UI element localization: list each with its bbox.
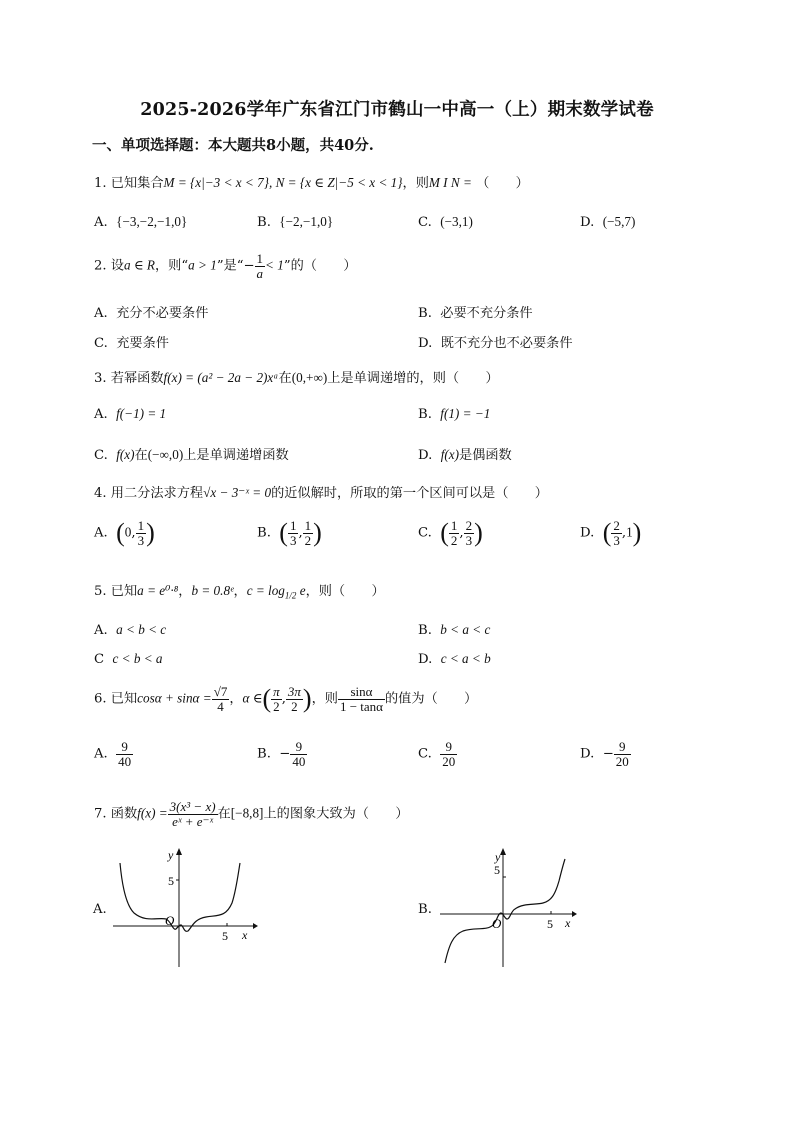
question-number: 2. — [94, 258, 107, 274]
math-expression: f(x) = (a² − 2a − 2)xᵃ — [163, 370, 279, 385]
question-text: 的值为（ ） — [384, 691, 478, 707]
question-number: 6. — [94, 691, 107, 707]
question-5: 5. 已知a = e⁰·⁸，b = 0.8ᵉ，$c = \log_{1/2} e$，则（ ） — [94, 583, 385, 601]
page-title: 2025-2026学年广东省江门市鹤山一中高一（上）期末数学试卷 — [140, 100, 654, 120]
x-label: x — [565, 916, 571, 930]
question-3 — [94, 367, 499, 386]
option: A. a < b < c — [94, 622, 167, 638]
option: D. c < a < b — [418, 651, 491, 667]
y-label: y — [495, 850, 501, 864]
question-text: 函数 — [110, 806, 138, 822]
graph-b-label: B. — [418, 902, 432, 917]
math-expression: < 1 — [265, 257, 284, 273]
math-expression: a = e⁰·⁸ — [137, 583, 179, 598]
option: B. ( $\frac{1}{3}$ , $\frac{1}{2}$ ) — [257, 517, 322, 548]
origin-label: O — [492, 916, 502, 931]
option: D. (−5,7) — [580, 214, 636, 230]
question-text: 若幂函数 — [110, 371, 164, 386]
option: D. 既不充分也不必要条件 — [418, 336, 573, 351]
option: B. b < a < c — [418, 622, 491, 638]
option: D. f(x)是偶函数 — [418, 447, 512, 463]
question-number: 5. — [94, 584, 107, 599]
answer-paren: （ ） — [476, 176, 529, 191]
question-text: ”的（ ） — [283, 258, 357, 274]
math-expression: (0,+∞) — [291, 370, 328, 385]
y-axis-arrow — [176, 848, 182, 855]
question-text: 已知 — [110, 584, 138, 599]
option: A. 充分不必要条件 — [94, 306, 209, 321]
graph-a-label: A. — [93, 902, 107, 917]
option: C. ( $\frac{1}{2}$ , $\frac{2}{3}$ ) — [418, 517, 483, 548]
question-6: 6. 已知cosα + sinα = $\frac{√7}{4}$ ，α ∈( $\frac{\pi}{2}$ , $\frac{3\pi}{2}$ )，则 $\frac{\sin\alpha}{1 - \tan\alpha}$ 的值为（ ） — [94, 683, 478, 714]
option: B. {−2,−1,0} — [257, 214, 334, 230]
question-number: 7. — [94, 806, 107, 822]
question-text: 已知 — [110, 691, 138, 707]
option: C. (−3,1) — [418, 214, 473, 230]
option: B. 必要不充分条件 — [418, 306, 533, 321]
option: A. $\frac{9}{40}$ — [94, 739, 132, 769]
option: A. f(−1) = 1 — [94, 406, 167, 422]
math-expression: b = 0.8ᵉ — [191, 583, 234, 598]
math-expression: M I N = — [428, 175, 472, 190]
question-text: 用二分法求方程 — [110, 486, 204, 501]
option: C. $\frac{9}{20}$ — [418, 739, 456, 769]
question-number: 3. — [94, 371, 107, 386]
question-7: 7. 函数f(x) = $\frac{\text{3(x³ − x)}}{\text{eˣ + e⁻ˣ}}$ 在[−8,8]上的图象大致为（ ） — [94, 799, 409, 829]
x-axis-arrow — [253, 923, 258, 929]
curve — [445, 859, 565, 963]
curve — [120, 863, 240, 931]
origin-label: O — [165, 913, 175, 928]
question-2 — [94, 252, 357, 280]
x-label: x — [242, 928, 248, 942]
graph-b — [435, 845, 585, 970]
option-text: (−5,7) — [602, 214, 636, 229]
graph-a — [108, 845, 258, 970]
x-tick-label: 5 — [222, 929, 228, 943]
question-text: ”是“− — [216, 258, 255, 274]
question-text: 的近似解时，所取的第一个区间可以是（ ） — [271, 486, 548, 501]
question-text: 上的图象大致为（ ） — [263, 806, 409, 822]
y-axis-arrow — [500, 848, 506, 855]
section-heading: 一、单项选择题：本大题共8小题，共40分. — [92, 137, 374, 154]
question-text: ，则 — [402, 176, 429, 191]
question-text: ，则“ — [155, 258, 189, 274]
option: C. f(x)在(−∞,0)上是单调递增函数 — [94, 447, 289, 463]
y-tick-label: 5 — [494, 863, 500, 877]
option: B. f(1) = −1 — [418, 406, 491, 422]
option: A. (0, $\frac{1}{3}$ ) — [94, 517, 155, 548]
math-expression: $c = \log_{1/2} e$ — [246, 583, 306, 601]
question-text: 已知集合 — [110, 176, 164, 191]
option-text: (−3,1) — [440, 214, 473, 229]
option: D. − $\frac{9}{20}$ — [580, 739, 629, 769]
question-4 — [94, 482, 548, 501]
question-number: 4. — [94, 486, 107, 501]
option: C c < b < a — [94, 651, 163, 667]
question-text: 上是单调递增的，则（ ） — [327, 371, 499, 386]
option: A. {−3,−2,−1,0} — [94, 214, 188, 230]
math-set-n: , N = {x ∈ Z|−5 < x < 1} — [268, 175, 403, 190]
math-expression: a > 1 — [188, 257, 217, 273]
option: D. ( $\frac{2}{3}$ ,1) — [580, 517, 642, 548]
x-axis-arrow — [572, 911, 577, 917]
question-text: ，则（ ） — [305, 584, 385, 599]
question-text: 设 — [110, 258, 124, 274]
math-expression: a ∈ R — [123, 257, 155, 273]
math-set-m: M = {x|−3 < x < 7} — [163, 175, 269, 190]
y-tick-label: 5 — [168, 874, 174, 888]
option-text: {−2,−1,0} — [279, 214, 334, 229]
option: C. 充要条件 — [94, 336, 169, 351]
question-number: 1. — [94, 176, 107, 191]
y-label: y — [168, 848, 174, 862]
x-tick-label: 5 — [547, 917, 553, 931]
math-expression: √x − 3⁻ˣ = 0 — [203, 485, 272, 500]
option-text: {−3,−2,−1,0} — [116, 214, 188, 229]
question-text: 在 — [278, 371, 292, 386]
math-expression: cosα + sinα = — [137, 690, 212, 706]
question-1 — [94, 172, 529, 191]
option: B. − $\frac{9}{40}$ — [257, 739, 306, 769]
fraction: $\frac{1}{a}$ — [256, 251, 264, 281]
